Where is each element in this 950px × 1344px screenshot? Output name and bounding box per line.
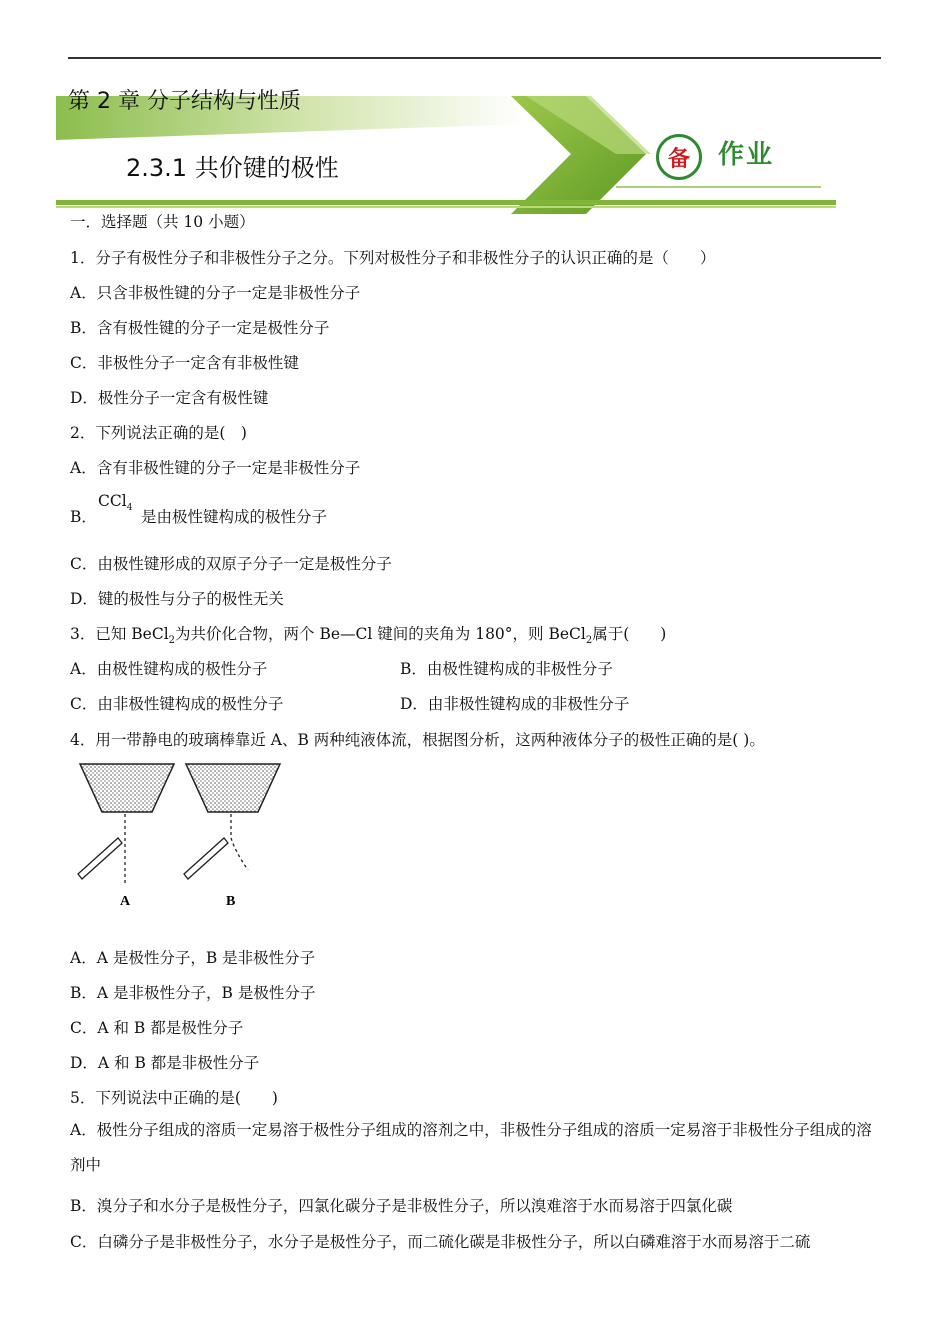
badge-icon: 备 (656, 134, 702, 180)
q2-stem: 2．下列说法正确的是( ) (70, 424, 247, 442)
part-title: 一．选择题（共 10 小题） (70, 213, 255, 231)
q1-option-c: C．非极性分子一定含有非极性键 (70, 354, 299, 372)
q2-option-b-text: 是由极性键构成的极性分子 (141, 508, 328, 526)
funnel-b (184, 764, 280, 909)
q3-stem: 3．已知 BeCl$_2$为共价化合物，两个 Be—Cl 键间的夹角为 180°，则 BeCl$_2$属于( ) (70, 625, 667, 647)
q3-option-b: B．由极性键构成的非极性分子 (400, 660, 613, 678)
q5-option-a: A．极性分子组成的溶质一定易溶于极性分子组成的溶剂之中，非极性分子组成的溶质一定易溶于非极性分子组成的溶剂中 (70, 1121, 872, 1174)
q4-option-a: A．A 是极性分子，B 是非极性分子 (70, 949, 316, 967)
q1-option-d: D．极性分子一定含有极性键 (70, 389, 269, 407)
chapter-title: 第 2 章 分子结构与性质 (68, 89, 301, 114)
q2-formula-ccl4: CCl$_4$ (98, 492, 133, 514)
q4-figure (70, 758, 290, 913)
q2-option-b-prefix: B． (70, 508, 97, 526)
q3-option-c: C．由非极性键构成的极性分子 (70, 695, 284, 713)
section-title: 2.3.1 共价键的极性 (126, 154, 339, 182)
q1-stem: 1．分子有极性分子和非极性分子之分。下列对极性分子和非极性分子的认识正确的是（ ） (70, 249, 716, 267)
q5-stem: 5．下列说法中正确的是( ) (70, 1089, 278, 1107)
q4-option-b: B．A 是非极性分子，B 是极性分子 (70, 984, 316, 1002)
q1-option-a: A．只含非极性键的分子一定是非极性分子 (70, 284, 361, 302)
q4-stem: 4．用一带静电的玻璃棒靠近 A、B 两种纯液体流，根据图分析，这两种液体分子的极性正确的是( )。 (70, 731, 765, 749)
funnel-a (78, 764, 174, 909)
q5-option-c: C．白磷分子是非极性分子，水分子是极性分子，而二硫化碳是非极性分子，所以白磷难溶于水而易溶于二硫 (70, 1233, 811, 1251)
q1-option-b: B．含有极性键的分子一定是极性分子 (70, 319, 330, 337)
q4-option-d: D．A 和 B 都是非极性分子 (70, 1054, 260, 1072)
q3-option-a: A．由极性键构成的极性分子 (70, 660, 268, 678)
top-rule (68, 57, 881, 59)
figure-label-a: A (120, 894, 131, 909)
q2-option-c: C．由极性键形成的双原子分子一定是极性分子 (70, 555, 392, 573)
q2-option-a: A．含有非极性键的分子一定是非极性分子 (70, 459, 361, 477)
figure-label-b: B (226, 894, 236, 909)
badge-label: 作业 (718, 140, 775, 170)
q3-option-d: D．由非极性键构成的非极性分子 (400, 695, 630, 713)
q4-option-c: C．A 和 B 都是极性分子 (70, 1019, 244, 1037)
q2-option-d: D．键的极性与分子的极性无关 (70, 590, 284, 608)
q5-option-b: B．溴分子和水分子是极性分子，四氯化碳分子是非极性分子，所以溴难溶于水而易溶于四氯化碳 (70, 1197, 733, 1215)
